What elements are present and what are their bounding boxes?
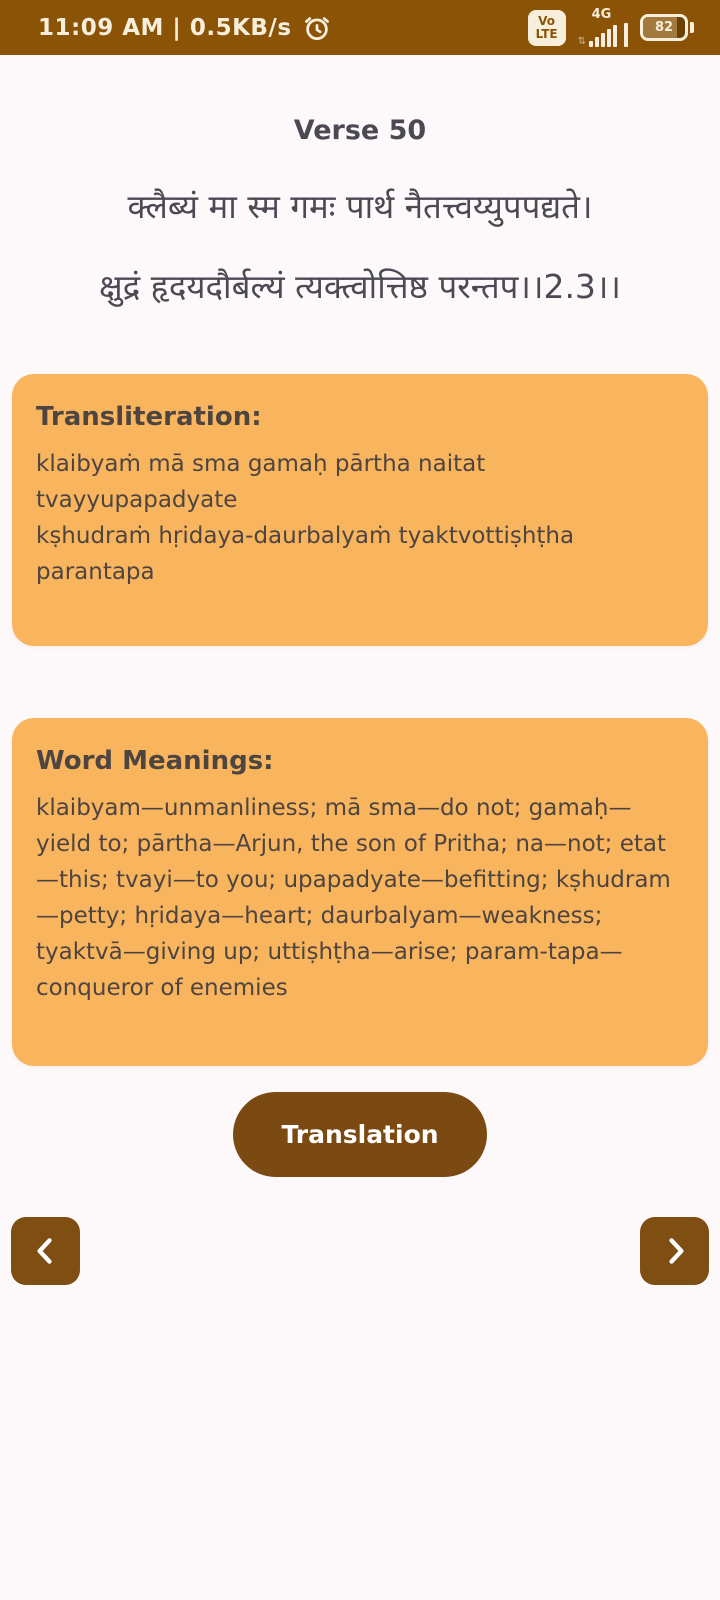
alarm-clock-icon — [302, 13, 332, 43]
data-arrows-icon: ⇅ — [577, 36, 585, 47]
previous-verse-button[interactable] — [11, 1217, 80, 1285]
verse-navigation — [0, 1217, 720, 1285]
network-type-label: 4G — [591, 7, 612, 22]
shloka-line-2: क्षुद्रं हृदयदौर्बल्यं त्यक्त्वोत्तिष्ठ परन्तप।।2.3।। — [99, 267, 621, 306]
status-bar — [0, 0, 720, 55]
chevron-left-icon — [29, 1234, 63, 1268]
transliteration-card — [12, 374, 708, 646]
transliteration-line-1: klaibyaṁ mā sma gamaḥ pārtha naitat tvayyupapadyate — [36, 451, 486, 513]
signal-strength-icon — [578, 8, 628, 47]
volte-icon: Vo LTE — [528, 10, 566, 46]
chevron-right-icon — [658, 1234, 692, 1268]
word-meanings-card — [12, 718, 708, 1066]
battery-percent: 82 — [654, 20, 674, 35]
status-time-speed: 11:09 AM | 0.5KB/s — [38, 14, 292, 41]
page-title: Verse 50 — [293, 115, 427, 146]
translation-button[interactable]: Translation — [233, 1092, 486, 1177]
transliteration-title: Transliteration: — [36, 402, 262, 432]
shloka-line-1: क्लैब्यं मा स्म गमः पार्थ नैतत्त्वय्युपपद्यते। — [127, 187, 593, 226]
transliteration-line-2: kṣhudraṁ hṛidaya-daurbalyaṁ tyaktvottiṣhṭha parantapa — [36, 523, 575, 585]
battery-icon — [640, 14, 694, 41]
next-verse-button[interactable] — [640, 1217, 709, 1285]
word-meanings-text: klaibyam—unmanliness; mā sma—do not; gamaḥ—yield to; pārtha—Arjun, the son of Pritha; na—not; etat—this; tvayi—to you; upapadyate—befitting; kṣhudram—petty; hṛidaya—heart; daurbalyam—weakness; tyaktvā—giving up; uttiṣhṭha—arise; param-tapa—conqueror of enemies — [36, 795, 671, 1001]
word-meanings-title: Word Meanings: — [36, 746, 274, 776]
